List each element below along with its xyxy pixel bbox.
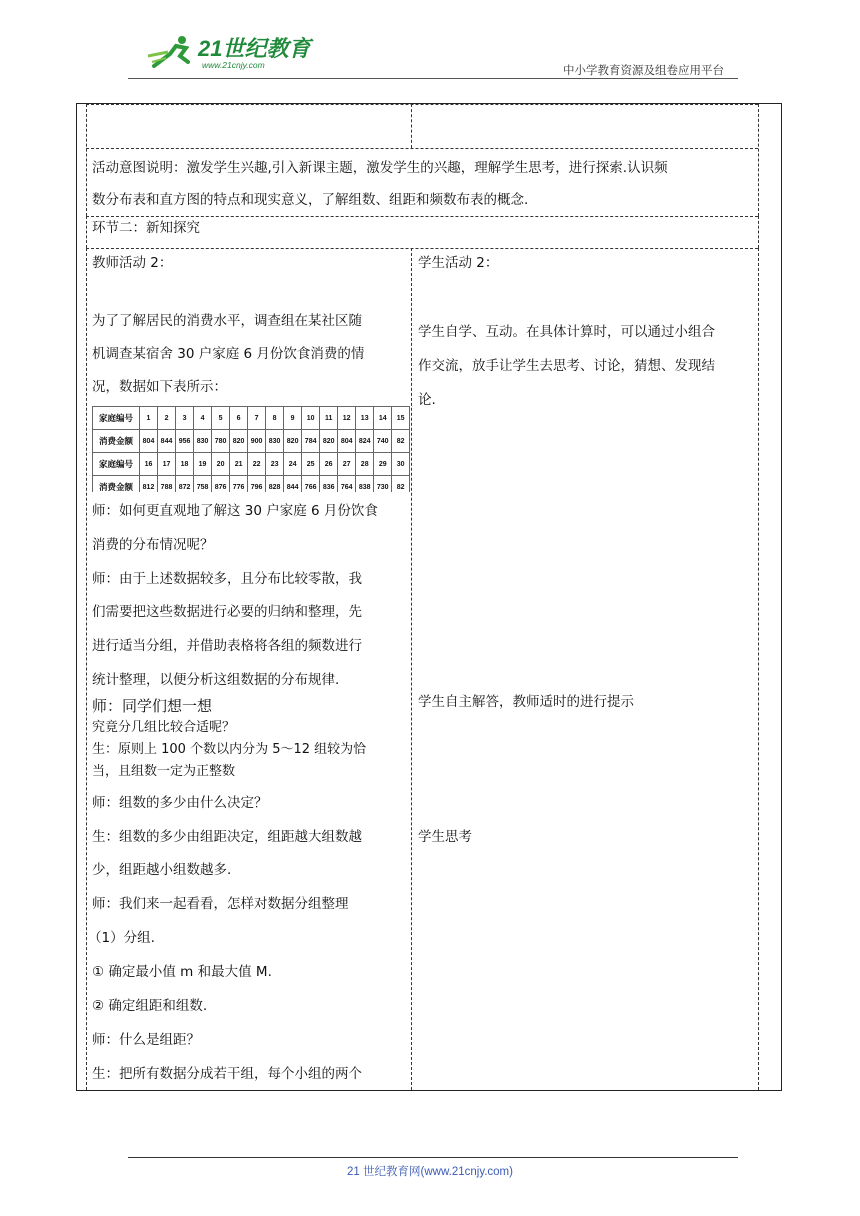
divider bbox=[86, 216, 87, 248]
table-cell: 11 bbox=[320, 407, 338, 430]
table-cell: 23 bbox=[266, 453, 284, 476]
table-cell: 19 bbox=[194, 453, 212, 476]
divider bbox=[758, 216, 759, 248]
table-cell: 824 bbox=[356, 430, 374, 453]
table-cell: 7 bbox=[248, 407, 266, 430]
row-label: 消费金额 bbox=[93, 430, 140, 453]
page-header bbox=[128, 28, 738, 78]
divider bbox=[86, 104, 758, 105]
table-cell: 82 bbox=[392, 476, 410, 493]
teacher-text: 为了了解居民的消费水平，调查组在某社区随 bbox=[92, 313, 362, 329]
teacher-text: 进行适当分组，并借助表格将各组的频数进行 bbox=[92, 638, 362, 654]
table-cell: 830 bbox=[194, 430, 212, 453]
teacher-text: 师：由于上述数据较多，且分布比较零散，我 bbox=[92, 571, 362, 587]
intent-line: 活动意图说明：激发学生兴趣,引入新课主题，激发学生的兴趣，理解学生思考，进行探索.认识频 bbox=[92, 160, 668, 176]
teacher-text: 师：我们来一起看看，怎样对数据分组整理 bbox=[92, 896, 349, 912]
table-cell: 15 bbox=[392, 407, 410, 430]
teacher-text: 少，组距越小组数越多. bbox=[92, 862, 232, 878]
divider bbox=[758, 248, 759, 1090]
table-cell: 820 bbox=[284, 430, 302, 453]
table-cell: 17 bbox=[158, 453, 176, 476]
table-cell: 24 bbox=[284, 453, 302, 476]
table-row bbox=[93, 407, 410, 430]
teacher-text: 师：什么是组距？ bbox=[92, 1032, 200, 1048]
footer-link[interactable]: 21 世纪教育网(www.21cnjy.com) bbox=[347, 1166, 513, 1178]
student-text: 作交流，放手让学生去思考、讨论，猜想、发现结 bbox=[418, 358, 715, 374]
platform-name: 中小学教育资源及组卷应用平台 bbox=[563, 63, 724, 77]
table-cell: 788 bbox=[158, 476, 176, 493]
table-cell: 838 bbox=[356, 476, 374, 493]
divider bbox=[86, 104, 87, 216]
table-cell: 9 bbox=[284, 407, 302, 430]
table-cell: 12 bbox=[338, 407, 356, 430]
footer-divider bbox=[128, 1157, 738, 1158]
table-cell: 812 bbox=[140, 476, 158, 493]
divider bbox=[86, 248, 87, 1090]
student-text: 学生自学、互动。在具体计算时，可以通过小组合 bbox=[418, 324, 715, 340]
student-text: 学生自主解答，教师适时的进行提示 bbox=[418, 694, 634, 710]
table-cell: 780 bbox=[212, 430, 230, 453]
table-cell: 872 bbox=[176, 476, 194, 493]
table-cell: 804 bbox=[140, 430, 158, 453]
table-cell: 6 bbox=[230, 407, 248, 430]
table-row bbox=[93, 453, 410, 476]
site-logo[interactable] bbox=[146, 32, 336, 74]
table-cell: 776 bbox=[230, 476, 248, 493]
teacher-text: 生：组数的多少由组距决定，组距越大组数越 bbox=[92, 829, 362, 845]
table-cell: 758 bbox=[194, 476, 212, 493]
section-title: 环节二：新知探究 bbox=[92, 220, 200, 236]
teacher-text: （1）分组. bbox=[88, 930, 155, 946]
divider bbox=[86, 148, 758, 149]
teacher-text: 生：原则上 100 个数以内分为 5～12 组较为恰 bbox=[92, 742, 367, 757]
teacher-text: 师：同学们想一想 bbox=[92, 697, 213, 715]
table-cell: 16 bbox=[140, 453, 158, 476]
table-cell: 820 bbox=[320, 430, 338, 453]
row-label: 家庭编号 bbox=[93, 407, 140, 430]
table-cell: 876 bbox=[212, 476, 230, 493]
table-cell: 796 bbox=[248, 476, 266, 493]
table-cell: 764 bbox=[338, 476, 356, 493]
row-label: 消费金额 bbox=[93, 476, 140, 493]
table-cell: 8 bbox=[266, 407, 284, 430]
table-cell: 956 bbox=[176, 430, 194, 453]
table-cell: 766 bbox=[302, 476, 320, 493]
table-cell: 844 bbox=[158, 430, 176, 453]
teacher-text: 生：把所有数据分成若干组，每个小组的两个 bbox=[92, 1066, 362, 1082]
teacher-text: 机调查某宿舍 30 户家庭 6 月份饮食消费的情 bbox=[92, 346, 365, 362]
table-cell: 18 bbox=[176, 453, 194, 476]
table-cell: 13 bbox=[356, 407, 374, 430]
divider bbox=[758, 104, 759, 216]
table-cell: 740 bbox=[374, 430, 392, 453]
table-cell: 26 bbox=[320, 453, 338, 476]
table-cell: 10 bbox=[302, 407, 320, 430]
table-cell: 844 bbox=[284, 476, 302, 493]
logo-url: www.21cnjy.com bbox=[202, 60, 265, 70]
table-cell: 900 bbox=[248, 430, 266, 453]
table-cell: 5 bbox=[212, 407, 230, 430]
teacher-text: ② 确定组距和组数. bbox=[92, 998, 208, 1014]
student-text: 学生思考 bbox=[418, 829, 472, 845]
divider bbox=[411, 248, 412, 1090]
table-cell: 20 bbox=[212, 453, 230, 476]
divider bbox=[411, 104, 412, 148]
table-row bbox=[93, 476, 410, 493]
table-cell: 836 bbox=[320, 476, 338, 493]
teacher-text: 当，且组数一定为正整数 bbox=[92, 764, 236, 779]
table-cell: 21 bbox=[230, 453, 248, 476]
table-cell: 25 bbox=[302, 453, 320, 476]
teacher-text: 统计整理，以便分析这组数据的分布规律. bbox=[92, 672, 340, 688]
teacher-text: 况，数据如下表所示： bbox=[92, 379, 227, 395]
table-cell: 804 bbox=[338, 430, 356, 453]
table-cell: 14 bbox=[374, 407, 392, 430]
table-cell: 27 bbox=[338, 453, 356, 476]
table-cell: 820 bbox=[230, 430, 248, 453]
teacher-text: 师：组数的多少由什么决定？ bbox=[92, 795, 268, 811]
table-cell: 4 bbox=[194, 407, 212, 430]
household-data-table bbox=[92, 406, 410, 492]
table-cell: 1 bbox=[140, 407, 158, 430]
table-cell: 82 bbox=[392, 430, 410, 453]
table-cell: 2 bbox=[158, 407, 176, 430]
table-cell: 730 bbox=[374, 476, 392, 493]
table-row bbox=[93, 430, 410, 453]
table-cell: 30 bbox=[392, 453, 410, 476]
student-text: 论. bbox=[418, 392, 436, 408]
teacher-text: ① 确定最小值 m 和最大值 M. bbox=[92, 964, 272, 980]
teacher-heading: 教师活动 2： bbox=[92, 255, 173, 271]
teacher-text: 师：如何更直观地了解这 30 户家庭 6 月份饮食 bbox=[92, 503, 378, 519]
table-cell: 830 bbox=[266, 430, 284, 453]
table-cell: 29 bbox=[374, 453, 392, 476]
teacher-text: 究竟分几组比较合适呢？ bbox=[92, 720, 236, 735]
table-cell: 28 bbox=[356, 453, 374, 476]
table-cell: 3 bbox=[176, 407, 194, 430]
intent-line: 数分布表和直方图的特点和现实意义，了解组数、组距和频数布表的概念. bbox=[92, 192, 529, 208]
row-label: 家庭编号 bbox=[93, 453, 140, 476]
student-heading: 学生活动 2： bbox=[418, 255, 499, 271]
teacher-text: 消费的分布情况呢？ bbox=[92, 537, 214, 553]
teacher-text: 们需要把这些数据进行必要的归纳和整理，先 bbox=[92, 604, 362, 620]
table-cell: 784 bbox=[302, 430, 320, 453]
header-divider bbox=[128, 78, 738, 79]
logo-text: 21世纪教育 bbox=[198, 36, 311, 61]
table-cell: 828 bbox=[266, 476, 284, 493]
table-cell: 22 bbox=[248, 453, 266, 476]
